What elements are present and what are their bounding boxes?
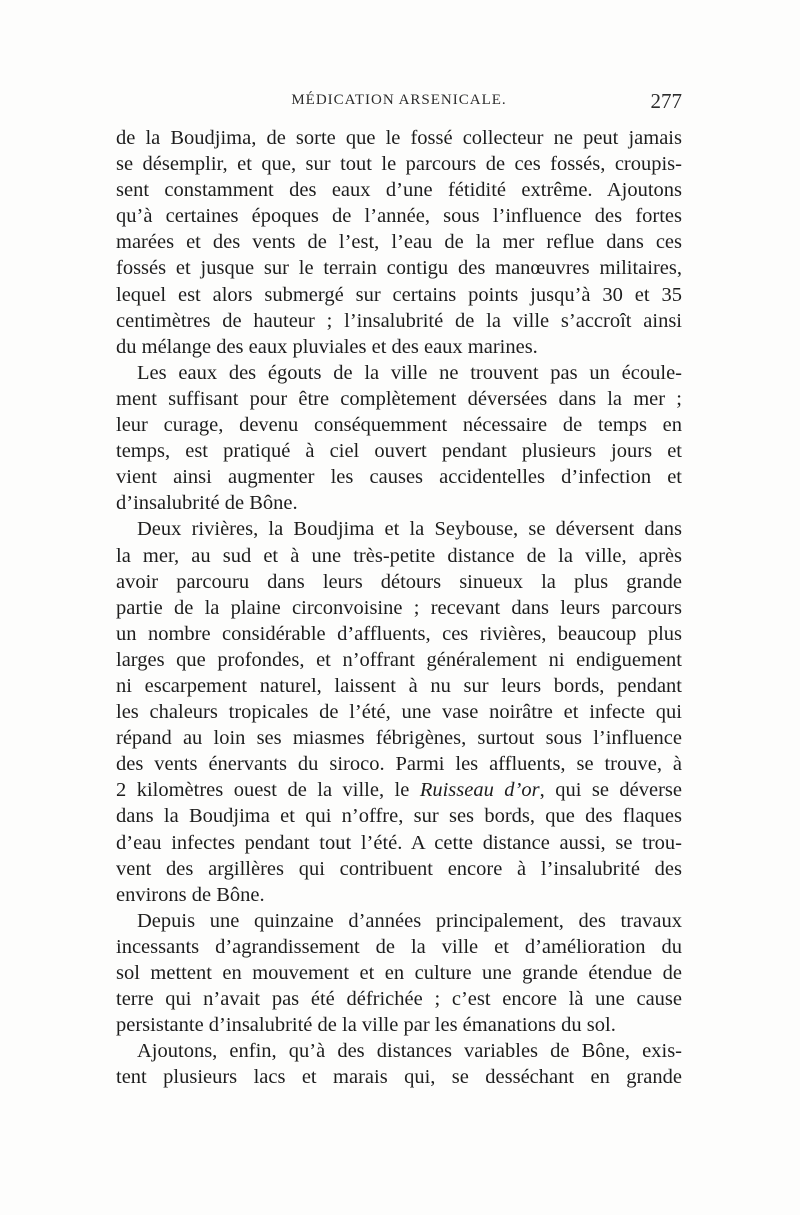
text-line: partie de la plaine circonvoisine ; recevant dans leurs parcours	[116, 596, 682, 619]
text-line: incessants d’agrandissement de la ville et d’amélioration du	[116, 935, 682, 958]
running-title: MÉDICATION ARSENICALE.	[291, 92, 507, 108]
text-line: sol mettent en mouvement et en culture une grande étendue de	[116, 962, 682, 984]
text-line: Ajoutons, enfin, qu’à des distances variables de Bône, exis-	[137, 1040, 682, 1063]
text-line: du mélange des eaux pluviales et des eaux marines.	[116, 335, 538, 358]
text-line: vent des argillères qui contribuent encore à l’insalubrité des	[116, 857, 682, 880]
text-line: d’insalubrité de Bône.	[116, 492, 298, 515]
text-line: qu’à certaines époques de l’année, sous l’influence des fortes	[116, 205, 682, 228]
text-line: vient ainsi augmenter les causes accidentelles d’infection et	[116, 466, 682, 489]
text-line: lequel est alors submergé sur certains points jusqu’à 30 et 35	[116, 283, 682, 306]
text-line: tent plusieurs lacs et marais qui, se desséchant en grande	[116, 1066, 682, 1089]
text-line: des vents énervants du siroco. Parmi les affluents, se trouve, à	[116, 753, 682, 776]
text-line: persistante d’insalubrité de la ville par les émanations du sol.	[116, 1014, 616, 1037]
text-line: la mer, au sud et à une très-petite distance de la ville, après	[116, 544, 682, 567]
page-number: 277	[650, 89, 682, 113]
text-line: Les eaux des égouts de la ville ne trouvent pas un écoule-	[137, 361, 682, 384]
text-line: ment suffisant pour être complètement déversées dans la mer ;	[116, 387, 682, 410]
text-line: de la Boudjima, de sorte que le fossé collecteur ne peut jamais	[116, 127, 682, 149]
running-head	[116, 89, 682, 114]
text-segment: , qui se déverse	[539, 779, 682, 802]
text-line: centimètres de hauteur ; l’insalubrité de la ville s’accroît ainsi	[116, 309, 682, 332]
text-segment: 2 kilomètres ouest de la ville, le	[116, 779, 420, 802]
text-line: un nombre considérable d’affluents, ces rivières, beaucoup plus	[116, 622, 682, 645]
text-line: temps, est pratiqué à ciel ouvert pendant plusieurs jours et	[116, 440, 682, 463]
text-line: se désemplir, et que, sur tout le parcours de ces fossés, croupis-	[116, 153, 682, 176]
text-line: avoir parcouru dans leurs détours sinueux la plus grande	[116, 570, 682, 593]
text-line: environs de Bône.	[116, 883, 265, 906]
italic-place-name: Ruisseau d’or	[419, 779, 540, 802]
text-line: leur curage, devenu conséquemment nécessaire de temps en	[116, 414, 682, 437]
text-line: Deux rivières, la Boudjima et la Seybouse, se déversent dans	[137, 518, 682, 541]
text-line: marées et des vents de l’est, l’eau de la mer reflue dans ces	[116, 231, 682, 254]
text-line-with-italic	[116, 777, 682, 803]
text-line: répand au loin ses miasmes fébrigènes, surtout sous l’influence	[116, 727, 682, 750]
text-line: sent constamment des eaux d’une fétidité extrême. Ajoutons	[116, 179, 682, 202]
text-line: larges que profondes, et n’offrant généralement ni endiguement	[116, 648, 682, 671]
text-line: ni escarpement naturel, laissent à nu sur leurs bords, pendant	[116, 674, 682, 697]
body-text	[116, 125, 682, 1090]
text-line: les chaleurs tropicales de l’été, une vase noirâtre et infecte qui	[116, 701, 682, 724]
text-line: d’eau infectes pendant tout l’été. A cette distance aussi, se trou-	[116, 831, 682, 854]
text-line: fossés et jusque sur le terrain contigu des manœuvres militaires,	[116, 257, 682, 280]
text-line: dans la Boudjima et qui n’offre, sur ses bords, que des flaques	[116, 805, 682, 828]
text-line: Depuis une quinzaine d’années principalement, des travaux	[137, 909, 682, 932]
text-line: terre qui n’avait pas été défrichée ; c’est encore là une cause	[116, 988, 682, 1011]
